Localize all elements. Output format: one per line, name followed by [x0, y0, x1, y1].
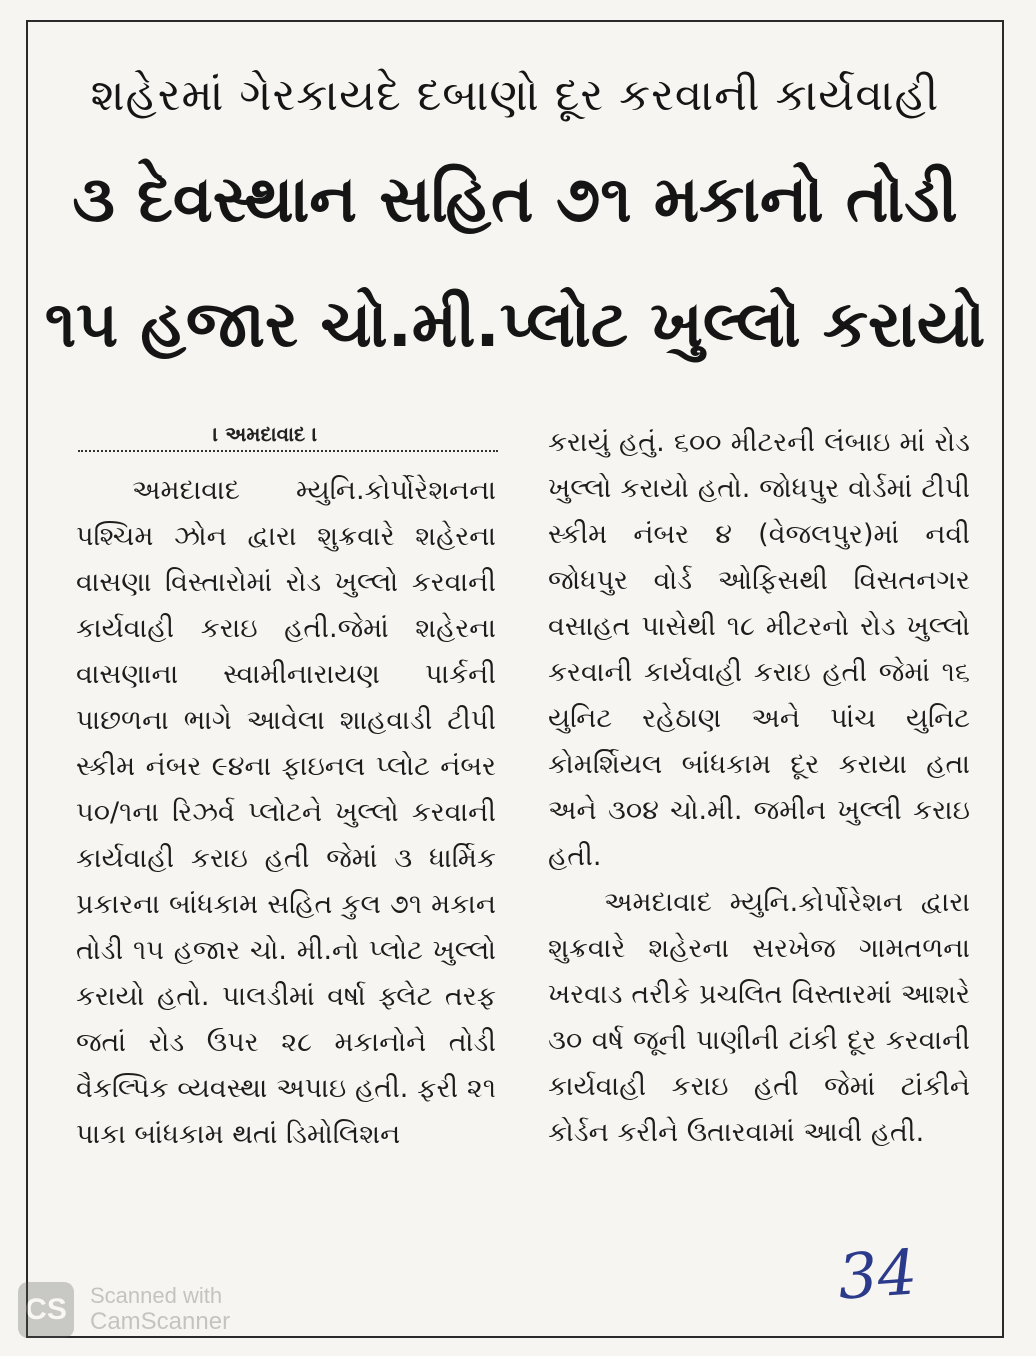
- watermark-line-1: Scanned with: [90, 1283, 223, 1308]
- headline-line-2: ૧૫ હજાર ચો.મી.પ્લોટ ખુલ્લો કરાયો: [44, 288, 986, 362]
- watermark-line-2: CamScanner: [90, 1308, 231, 1335]
- right-column-paragraph-1: કરાયું હતું. ૬૦૦ મીટરની લંબાઇ માં રોડ ખુલ્લો કરાયો હતો. જોધપુર વોર્ડમાં ટીપી સ્કીમ નંબર ૪ (વેજલપુર)માં નવી જોધપુર વોર્ડ ઓફિસથી વિસતનગર વસાહત પાસેથી ૧૮ મીટરનો રોડ ખુલ્લો કરવાની કાર્યવાહી કરાઇ હતી જેમાં ૧૬ યુનિટ રહેઠાણ અને પાંચ યુનિટ કોમર્શિયલ બાંધકામ દૂર કરાયા હતા અને ૩૦૪ ચો.મી. જમીન ખુલ્લી કરાઇ હતી.: [548, 427, 970, 872]
- handwritten-page-number: 34: [835, 1235, 920, 1314]
- camscanner-logo-icon: CS: [18, 1282, 74, 1338]
- dateline-text: । અમદાવાદ ।: [213, 422, 318, 446]
- right-column-paragraph-2: અમદાવાદ મ્યુનિ.કોર્પોરેશન દ્વારા શુક્રવારે શહેરના સરખેજ ગામતળના ખરવાડ તરીકે પ્રચલિત વિસ્તારમાં આશરે ૩૦ વર્ષ જૂની પાણીની ટાંકી દૂર કરવાની કાર્યવાહી કરાઇ હતી જેમાં ટાંકીને કોર્ડન કરીને ઉતારવામાં આવી હતી.: [548, 887, 970, 1148]
- left-column-text: અમદાવાદ મ્યુનિ.કોર્પોરેશનના પશ્ચિમ ઝોન દ્વારા શુક્રવારે શહેરના વાસણા વિસ્તારોમાં રોડ ખુલ્લો કરવાની કાર્યવાહી કરાઇ હતી.જેમાં શહેરના વાસણાના સ્વામીનારાયણ પાર્કની પાછળના ભાગે આવેલા શાહવાડી ટીપી સ્કીમ નંબર ૯૪ના ફાઇનલ પ્લોટ નંબર ૫૦/૧ના રિઝર્વ પ્લોટને ખુલ્લો કરવાની કાર્યવાહી કરાઇ હતી જેમાં ૩ ધાર્મિક પ્રકારના બાંધકામ સહિત કુલ ૭૧ મકાન તોડી ૧૫ હજાર ચો. મી.નો પ્લોટ ખુલ્લો કરાયો હતો. પાલડીમાં વર્ષા ફ્લેટ તરફ જતાં રોડ ઉપર ૨૮ મકાનોને તોડી વૈકલ્પિક વ્યવસ્થા અપાઇ હતી. ફરી ૨૧ પાકા બાંધકામ થતાં ડિમોલિશન: [76, 475, 496, 1150]
- headline-kicker: શહેરમાં ગેરકાયદે દબાણો દૂર કરવાની કાર્યવાહી: [90, 70, 940, 121]
- article-left-column: [76, 468, 496, 1158]
- scanner-watermark: [18, 1282, 338, 1342]
- headline-line-1: ૩ દેવસ્થાન સહિત ૭૧ મકાનો તોડી: [72, 163, 958, 237]
- dateline: [78, 414, 498, 452]
- article-right-column: [548, 420, 970, 1156]
